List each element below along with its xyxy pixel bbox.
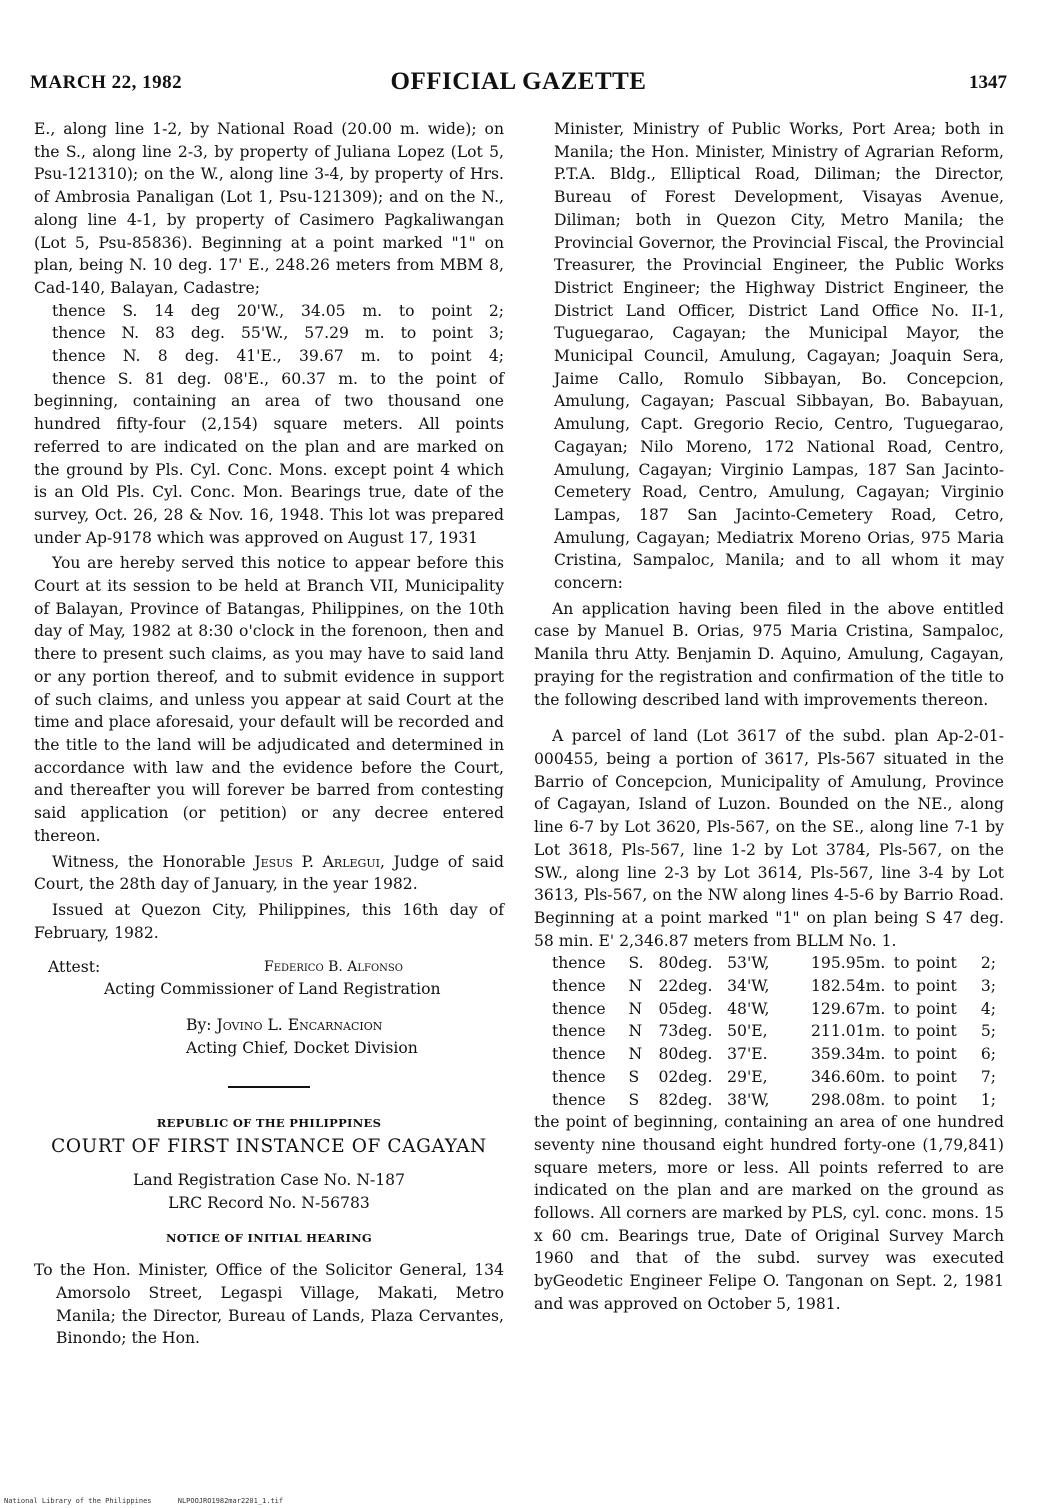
right-column	[534, 118, 1004, 1316]
bearing-cell: to	[893, 977, 910, 996]
bearing-cell: S.	[628, 954, 644, 973]
witness-paragraph	[34, 851, 504, 896]
attest-signatory: Federico B. Alfonso	[264, 959, 403, 976]
bearing-cell: N	[628, 1045, 643, 1064]
bearing-cell: 80	[658, 954, 679, 973]
bearing-cell: deg.	[678, 1045, 713, 1064]
bearing-row	[552, 975, 996, 998]
bearing-cell: 02	[658, 1067, 679, 1086]
bearing-cell: 38'W,	[727, 1090, 770, 1109]
case-number: Land Registration Case No. N-187	[133, 1171, 405, 1190]
bearing-row	[552, 1066, 996, 1089]
scan-footer	[4, 1497, 305, 1505]
section-divider	[228, 1086, 310, 1088]
bearing-cell: point	[916, 999, 957, 1018]
bearing-line-3: thence N. 8 deg. 41'E., 39.67 m. to point 4;	[52, 347, 504, 366]
bearing-cell: 7;	[980, 1067, 996, 1086]
bearing-cell: thence	[552, 954, 606, 973]
addressee-continued: Minister, Ministry of Public Works, Port Area; both in Manila; the Hon. Minister, Ministry of Agrarian Reform, P.T.A. Bldg., Elliptical Road, Diliman; the Director, Bureau of Forest Development, Visayas Avenue, Diliman; both in Quezon City, Metro Manila; the Provincial Governor, the Provincial Fiscal, the Provincial Treasurer, the Provincial Engineer, the Public Works District Engineer; the Highway District Engineer, the District Land Officer, District Land Office No. II-1, Tuguegarao, Cagayan; the Municipal Mayor, the Municipal Council, Amulung, Cagayan; Joaquin Sera, Jaime Callo, Romulo Sibbayan, Bo. Concepcion, Amulung, Cagayan; Pascual Sibbayan, Bo. Babayuan, Amulung, Capt. Gregorio Recio, Centro, Tuguegarao, Cagayan; Nilo Moreno, 172 National Road, Centro, Amulung, Cagayan; Virginio Lampas, 187 San Jacinto-Cemetery Road, Centro, Amulung, Cagayan; Virginio Lampas, 187 San Jacinto-Cemetery Road, Cetro, Amulung, Cagayan; Mediatrix Moreno Orias, 975 Maria Cristina, Sampaloc, Manila; and to all whom it may concern:	[554, 120, 1004, 593]
boundary-paragraph: E., along line 1-2, by National Road (20.00 m. wide); on the S., along line 2-3, by property of Juliana Lopez (Lot 5, Psu-121310); on the W., along line 3-4, by property of Hrs. of Ambrosia Panaligan (Lot 1, Psu-121309); and on the N., along line 4-1, by property of Casimero Pagkaliwangan (Lot 5, Psu-85836). Beginning at a point marked "1" on plan, being N. 10 deg. 17' E., 248.26 meters from MBM 8, Cad-140, Balayan, Cadastre;	[34, 120, 504, 297]
bearing-cell: deg.	[678, 954, 713, 973]
page-number: 1347	[969, 72, 1007, 93]
bearing-cell: thence	[552, 977, 606, 996]
bearing-cell: 80	[658, 1045, 679, 1064]
notice-paragraph: You are hereby served this notice to appear before this Court at its session to be held at Branch VII, Municipality of Balayan, Province of Batangas, Philippines, on the 10th day of May, 1982 at 8:30 o'clock in the forenoon, then and there to present such claims, as you may have to said land or any portion thereof, and to submit evidence in support of such claims, and unless you appear at said Court at the time and place aforesaid, your default will be recorded and the title to the land will be adjudicated and determined in accordance with law and the evidence before the Court, and thereafter you will forever be barred from contesting said application (or petition) or any decree entered thereon.	[34, 554, 504, 845]
bearing-cell: to	[893, 954, 910, 973]
judge-name: Jesus P. Arlegui	[254, 852, 380, 871]
witness-post: , Judge of said Court, the 28th day of January, in the year 1982.	[34, 852, 504, 894]
notice-heading: NOTICE OF INITIAL HEARING	[165, 1230, 373, 1245]
bearing-cell: 129.67	[811, 999, 866, 1018]
bearing-cell: thence	[552, 1090, 606, 1109]
bearing-row	[552, 952, 996, 975]
bearing-cell: point	[916, 1022, 957, 1041]
by-role: Acting Chief, Docket Division	[186, 1039, 418, 1058]
bearing-cell: point	[916, 954, 957, 973]
bearing-cell: S	[628, 1067, 640, 1086]
bearing-cell: m.	[865, 999, 886, 1018]
bearing-cell: 195.95	[811, 954, 866, 973]
library-credit: National Library of the Philippines	[4, 1497, 152, 1505]
bearing-cell: thence	[552, 1067, 606, 1086]
bearing-cell: 3;	[980, 977, 996, 996]
bearing-row	[552, 1020, 996, 1043]
bearing-cell: m.	[865, 1022, 886, 1041]
bearing-cell: 346.60	[811, 1067, 866, 1086]
attest-role: Acting Commissioner of Land Registration	[104, 980, 441, 999]
bearing-cell: 05	[658, 999, 679, 1018]
bearing-line-1: thence S. 14 deg 20'W., 34.05 m. to point 2;	[52, 301, 504, 320]
bearing-cell: 359.34	[811, 1045, 866, 1064]
lrc-record-number: LRC Record No. N-56783	[168, 1193, 370, 1212]
bearing-row	[552, 1089, 996, 1112]
bearing-cell: 22	[658, 977, 679, 996]
bearing-cell: N	[628, 1022, 643, 1041]
bearing-cell: 5;	[980, 1022, 996, 1041]
publication-title: OFFICIAL GAZETTE	[390, 68, 647, 95]
left-column	[34, 118, 504, 1350]
bearing-cell: 34'W,	[727, 977, 770, 996]
bearing-cell: to	[893, 1090, 910, 1109]
court-heading: COURT OF FIRST INSTANCE OF CAGAYAN	[51, 1136, 487, 1158]
bearing-cell: 82	[658, 1090, 679, 1109]
bearing-cell: 1;	[980, 1090, 996, 1109]
bearing-cell: 50'E,	[727, 1022, 768, 1041]
bearing-cell: point	[916, 1045, 957, 1064]
bearing-cell: N	[628, 999, 643, 1018]
bearing-cell: 211.01	[811, 1022, 866, 1041]
file-name: NLPOOJRO1982mar2201_1.tif	[177, 1497, 284, 1505]
issue-date: MARCH 22, 1982	[30, 72, 183, 93]
bearing-cell: deg.	[678, 1022, 713, 1041]
bearing-cell: deg.	[678, 1090, 713, 1109]
bearing-cell: 182.54	[811, 977, 866, 996]
bearing-cell: to	[893, 1022, 910, 1041]
bearing-cell: 37'E.	[727, 1045, 768, 1064]
bearing-cell: S	[628, 1090, 640, 1109]
bearing-cell: m.	[865, 977, 886, 996]
page-header	[30, 68, 1007, 102]
bearing-cell: thence	[552, 1045, 606, 1064]
area-paragraph: the point of beginning, containing an area of one hundred seventy nine thousand eight hundred forty-one (1,79,841) square meters, more or less. All points referred to are indicated on the plan and are marked on the ground as follows. All corners are marked by PLS, cyl. conc. mons. 15 x 60 cm. Bearings true, Date of Original Survey March 1960 and that of the subd. survey was executed byGeodetic Engineer Felipe O. Tangonan on Sept. 2, 1981 and was approved on October 5, 1981.	[534, 1113, 1004, 1313]
bearing-cell: 298.08	[811, 1090, 866, 1109]
bearing-cell: 2;	[980, 954, 996, 973]
by-prefix: By:	[186, 1016, 217, 1035]
bearing-cell: 48'W,	[727, 999, 770, 1018]
bearing-cell: to	[893, 999, 910, 1018]
issued-paragraph: Issued at Quezon City, Philippines, this 16th day of February, 1982.	[34, 900, 504, 942]
bearing-table	[552, 952, 996, 1111]
bearing-cell: m.	[865, 1090, 886, 1109]
bearing-cell: 29'E,	[727, 1067, 768, 1086]
parcel-description: A parcel of land (Lot 3617 of the subd. plan Ap-2-01-000455, being a portion of 3617, Pls-567 situated in the Barrio of Concepcion, Municipality of Amulung, Province of Cagayan, Island of Luzon. Bounded on the NE., along line 6-7 by Lot 3620, Pls-567, on the SE., along line 7-1 by Lot 3618, Pls-567, line 1-2 by Lot 3784, Pls-567, on the SW., along line 2-3 by Lot 3614, Pls-567, line 3-4 by Lot 3613, Pls-567, on the NW along lines 4-5-6 by Barrio Road. Beginning at a point marked "1" on plan being S 47 deg. 58 min. E' 2,346.87 meters from BLLM No. 1.	[534, 727, 1004, 950]
bearing-cell: deg.	[678, 977, 713, 996]
bearing-cell: 6;	[980, 1045, 996, 1064]
bearing-cell: 73	[658, 1022, 679, 1041]
bearing-cell: to	[893, 1067, 910, 1086]
bearing-cell: deg.	[678, 999, 713, 1018]
bearing-line-2: thence N. 83 deg. 55'W., 57.29 m. to point 3;	[52, 324, 504, 343]
application-paragraph: An application having been filed in the above entitled case by Manuel B. Orias, 975 Maria Cristina, Sampaloc, Manila thru Atty. Benjamin D. Aquino, Amulung, Cagayan, praying for the registration and confirmation of the title to the following described land with improvements thereon.	[534, 599, 1004, 709]
by-block	[186, 1014, 504, 1059]
witness-pre: Witness, the Honorable	[52, 852, 255, 871]
bearing-cell: point	[916, 977, 957, 996]
bearing-cell: point	[916, 1090, 957, 1109]
bearing-cell: thence	[552, 1022, 606, 1041]
bearing-cell: to	[893, 1045, 910, 1064]
bearing-closing-paragraph: thence S. 81 deg. 08'E., 60.37 m. to the point of beginning, containing an area of two thousand one hundred fifty-four (2,154) square meters. All points referred to are indicated on the plan and are marked on the ground by Pls. Cyl. Conc. Mons. except point 4 which is an Old Pls. Cyl. Conc. Mon. Bearings true, date of the survey, Oct. 26, 28 & Nov. 16, 1948. This lot was prepared under Ap-9178 which was approved on August 17, 1931	[34, 369, 504, 547]
bearing-row	[552, 998, 996, 1021]
bearing-cell: N	[628, 977, 643, 996]
bearing-cell: m.	[865, 954, 886, 973]
republic-heading: REPUBLIC OF THE PHILIPPINES	[156, 1115, 382, 1130]
by-signatory: Jovino L. Encarnacion	[216, 1016, 383, 1035]
bearing-cell: m.	[865, 1067, 886, 1086]
addressee-paragraph: To the Hon. Minister, Office of the Solicitor General, 134 Amorsolo Street, Legaspi Village, Makati, Metro Manila; the Director, Bureau of Lands, Plaza Cervantes, Binondo; the Hon.	[34, 1261, 504, 1348]
attest-label: Attest:	[48, 958, 101, 977]
bearing-cell: 53'W,	[727, 954, 770, 973]
attest-block	[34, 956, 504, 1002]
bearing-cell: thence	[552, 999, 606, 1018]
bearing-row	[552, 1043, 996, 1066]
bearing-cell: deg.	[678, 1067, 713, 1086]
bearing-cell: point	[916, 1067, 957, 1086]
bearing-cell: 4;	[980, 999, 996, 1018]
bearing-cell: m.	[865, 1045, 886, 1064]
